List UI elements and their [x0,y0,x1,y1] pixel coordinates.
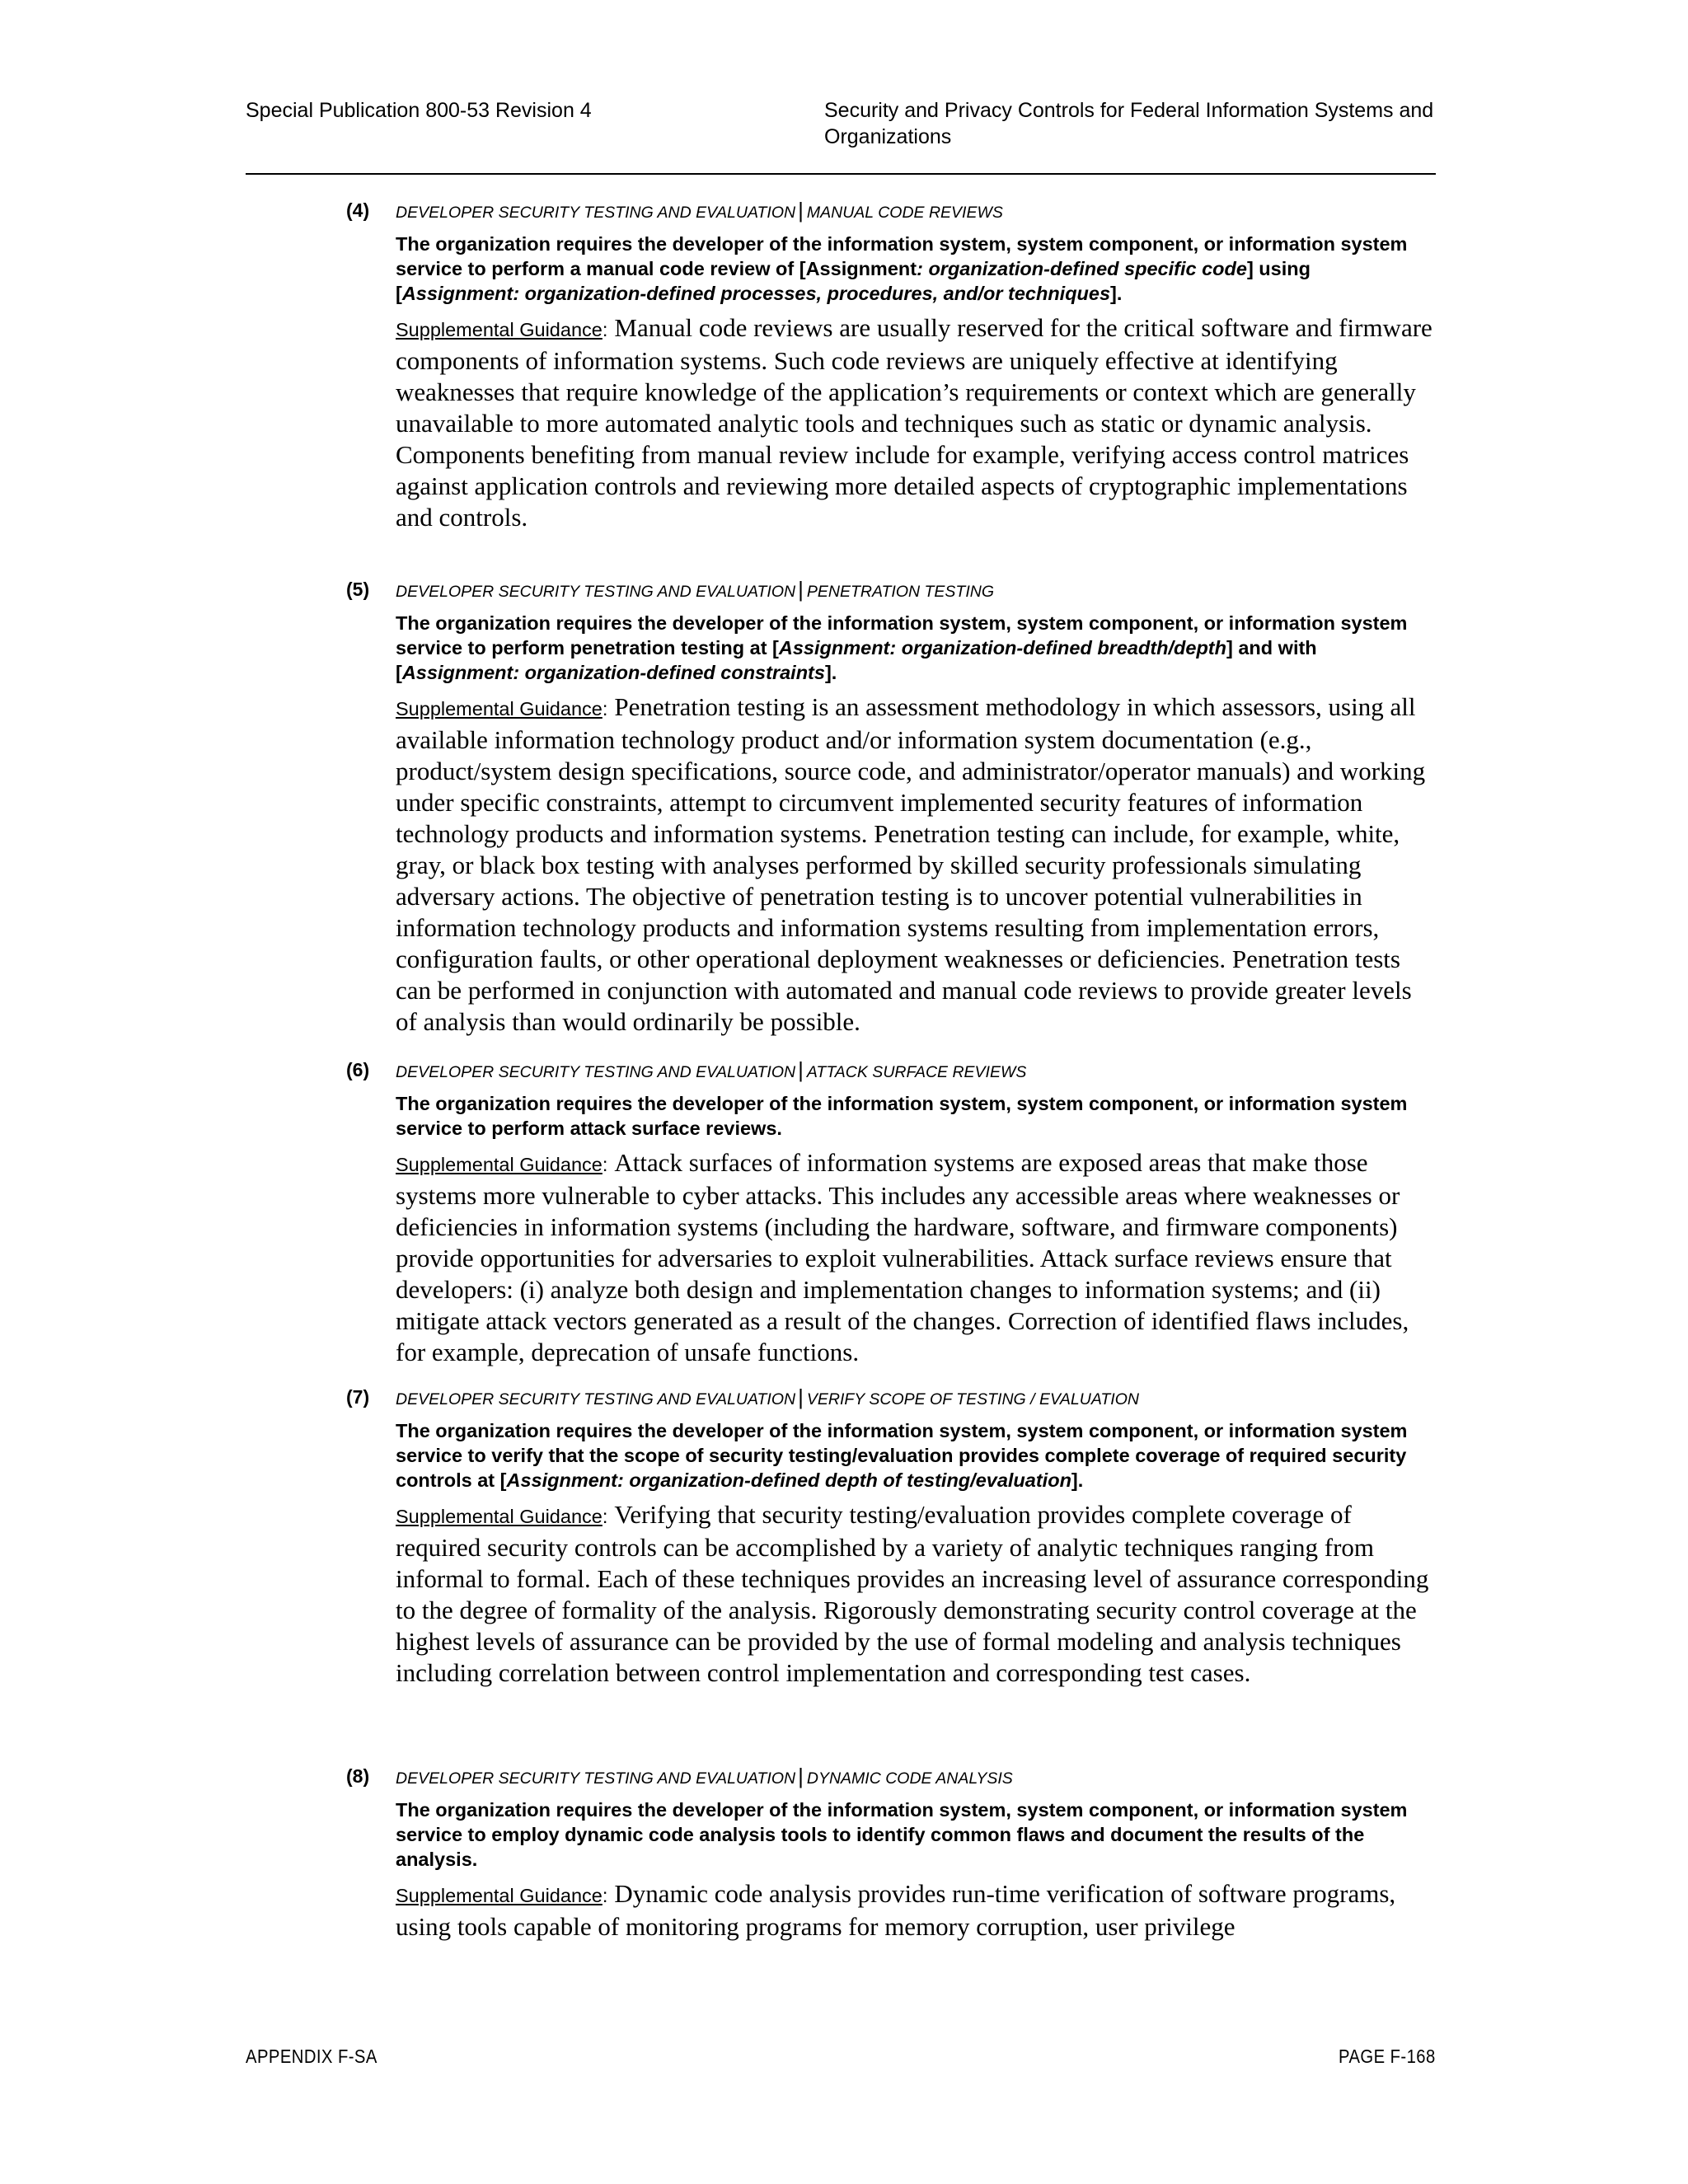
statement-text: ] and with [ [396,637,1317,683]
title-control-name: DEVELOPER SECURITY TESTING AND EVALUATION [396,1063,796,1081]
title-control-name: DEVELOPER SECURITY TESTING AND EVALUATION [396,204,796,222]
title-separator: | [798,1764,804,1788]
enhancement-body [396,198,1436,533]
label-colon: : [602,1506,608,1527]
title-enhancement-name: DYNAMIC CODE ANALYSIS [806,1769,1013,1788]
enhancement-number: (7) [346,1386,370,1408]
title-control-name: DEVELOPER SECURITY TESTING AND EVALUATION [396,583,796,601]
statement-text: The organization requires the developer of the information system, system component, or information system service to perform a manual code review of [Assignment [396,233,1408,279]
enhancement-body [396,1057,1436,1368]
enhancement-number: (6) [346,1059,370,1080]
header-divider [246,173,1436,175]
title-separator: | [798,1057,804,1082]
supplemental-guidance-label: Supplemental Guidance [396,1885,603,1906]
supplemental-guidance-label: Supplemental Guidance [396,319,603,340]
title-enhancement-name: VERIFY SCOPE OF TESTING / EVALUATION [806,1390,1139,1408]
control-statement [396,232,1436,306]
header-publication: Special Publication 800-53 Revision 4 [246,99,592,122]
supplemental-guidance-label: Supplemental Guidance [396,1154,603,1175]
statement-text: ] using [ [396,258,1311,304]
footer-appendix: APPENDIX F-SA [246,2046,377,2067]
enhancement-title [396,198,1436,225]
supplemental-guidance-text: Penetration testing is an assessment methodology in which assessors, using all available information technology product and/or information system documentation (e.g., product/system design specifications, source code, and administrator/operator manuals) and working under specific constraints, attempt to circumvent implemented security features of information technology products and information systems. Penetration testing can include, for example, white, gray, or black box testing with analyses performed by skilled security professionals simulating adversary actions. The objective of penetration testing is to uncover potential vulnerabilities in information technology products and information systems resulting from implementation errors, configuration faults, or other operational deployment weaknesses or deficiencies. Penetration tests can be performed in conjunction with automated and manual code reviews to provide greater levels of analysis than would ordinarily be possible. [396,692,1426,1036]
enhancement-body [396,1764,1436,1943]
title-enhancement-name: PENETRATION TESTING [806,583,995,601]
enhancement-number: (5) [346,579,370,600]
statement-text: The organization requires the developer of the information system, system component, or information system service to verify that the scope of security testing/evaluation provides complete coverage of required security controls at [ [396,1420,1408,1491]
title-separator: | [798,1385,804,1409]
assignment-parameter: : organization-defined specific code [917,258,1247,279]
enhancement-title [396,1764,1436,1791]
statement-text: The organization requires the developer of the information system, system component, or information system service to perform attack surface reviews. [396,1093,1408,1139]
enhancement-title [396,1057,1436,1085]
supplemental-guidance-text: Verifying that security testing/evaluation provides complete coverage of required security controls can be accomplished by a variety of analytic techniques ranging from informal to formal. Each of these techniques provides an increasing level of assurance corresponding to the degree of formality of the analysis. Rigorously demonstrating security control coverage at the highest levels of assurance can be provided by the use of formal modeling and analysis techniques including correlation between control implementation and corresponding test cases. [396,1500,1429,1687]
supplemental-guidance-text: Attack surfaces of information systems are exposed areas that make those systems more vulnerable to cyber attacks. This includes any accessible areas where weaknesses or deficiencies in information systems (including the hardware, software, and firmware components) provide opportunities for adversaries to exploit vulnerabilities. Attack surface reviews ensure that developers: (i) analyze both design and implementation changes to information systems; and (ii) mitigate attack vectors generated as a result of the changes. Correction of identified flaws includes, for example, deprecation of unsafe functions. [396,1148,1409,1366]
enhancement-title [396,577,1436,604]
label-colon: : [602,1154,608,1175]
assignment-parameter: Assignment: organization-defined depth of testing/evaluation [506,1469,1071,1491]
control-statement [396,1418,1436,1493]
title-control-name: DEVELOPER SECURITY TESTING AND EVALUATION [396,1390,796,1408]
statement-text: The organization requires the developer of the information system, system component, or information system service to perform penetration testing at [ [396,612,1408,658]
enhancement-number: (8) [346,1765,370,1787]
title-enhancement-name: ATTACK SURFACE REVIEWS [806,1063,1027,1081]
title-separator: | [798,577,804,602]
title-separator: | [798,198,804,223]
footer-page-number: PAGE F-168 [1339,2046,1436,2067]
label-colon: : [602,1885,608,1906]
supplemental-guidance-label: Supplemental Guidance [396,698,603,719]
supplemental-guidance [396,1147,1436,1368]
supplemental-guidance [396,1878,1436,1943]
control-statement [396,611,1436,685]
supplemental-guidance-label: Supplemental Guidance [396,1506,603,1527]
assignment-parameter: Assignment: organization-defined constraints [401,662,825,683]
enhancement-body [396,1385,1436,1689]
enhancement-title [396,1385,1436,1412]
assignment-parameter: Assignment: organization-defined breadth/depth [778,637,1226,658]
supplemental-guidance [396,312,1436,533]
control-statement [396,1797,1436,1872]
label-colon: : [602,698,608,719]
supplemental-guidance-text: Manual code reviews are usually reserved for the critical software and firmware components of information systems. Such code reviews are uniquely effective at identifying weaknesses that require knowledge of the application’s requirements or context which are generally unavailable to more automated analytic tools and techniques such as static or dynamic analysis. Components benefiting from manual review include for example, verifying access control matrices against application controls and reviewing more detailed aspects of cryptographic implementations and controls. [396,313,1432,532]
title-enhancement-name: MANUAL CODE REVIEWS [806,204,1003,222]
statement-text: The organization requires the developer of the information system, system component, or information system service to employ dynamic code analysis tools to identify common flaws and document the results of the analysis. [396,1799,1408,1870]
header-document-title: Security and Privacy Controls for Federal Information Systems and Organizations [824,99,1434,148]
enhancement-body [396,577,1436,1038]
label-colon: : [602,319,608,340]
supplemental-guidance [396,1499,1436,1689]
supplemental-guidance-text: Dynamic code analysis provides run-time verification of software programs, using tools capable of monitoring programs for memory corruption, user privilege [396,1879,1396,1941]
supplemental-guidance [396,691,1436,1038]
statement-text: ]. [824,662,837,683]
statement-text: ]. [1071,1469,1084,1491]
assignment-parameter: Assignment: organization-defined processes, procedures, and/or techniques [401,283,1111,304]
enhancement-number: (4) [346,199,370,221]
control-statement [396,1091,1436,1141]
statement-text: ]. [1110,283,1123,304]
title-control-name: DEVELOPER SECURITY TESTING AND EVALUATION [396,1769,796,1788]
